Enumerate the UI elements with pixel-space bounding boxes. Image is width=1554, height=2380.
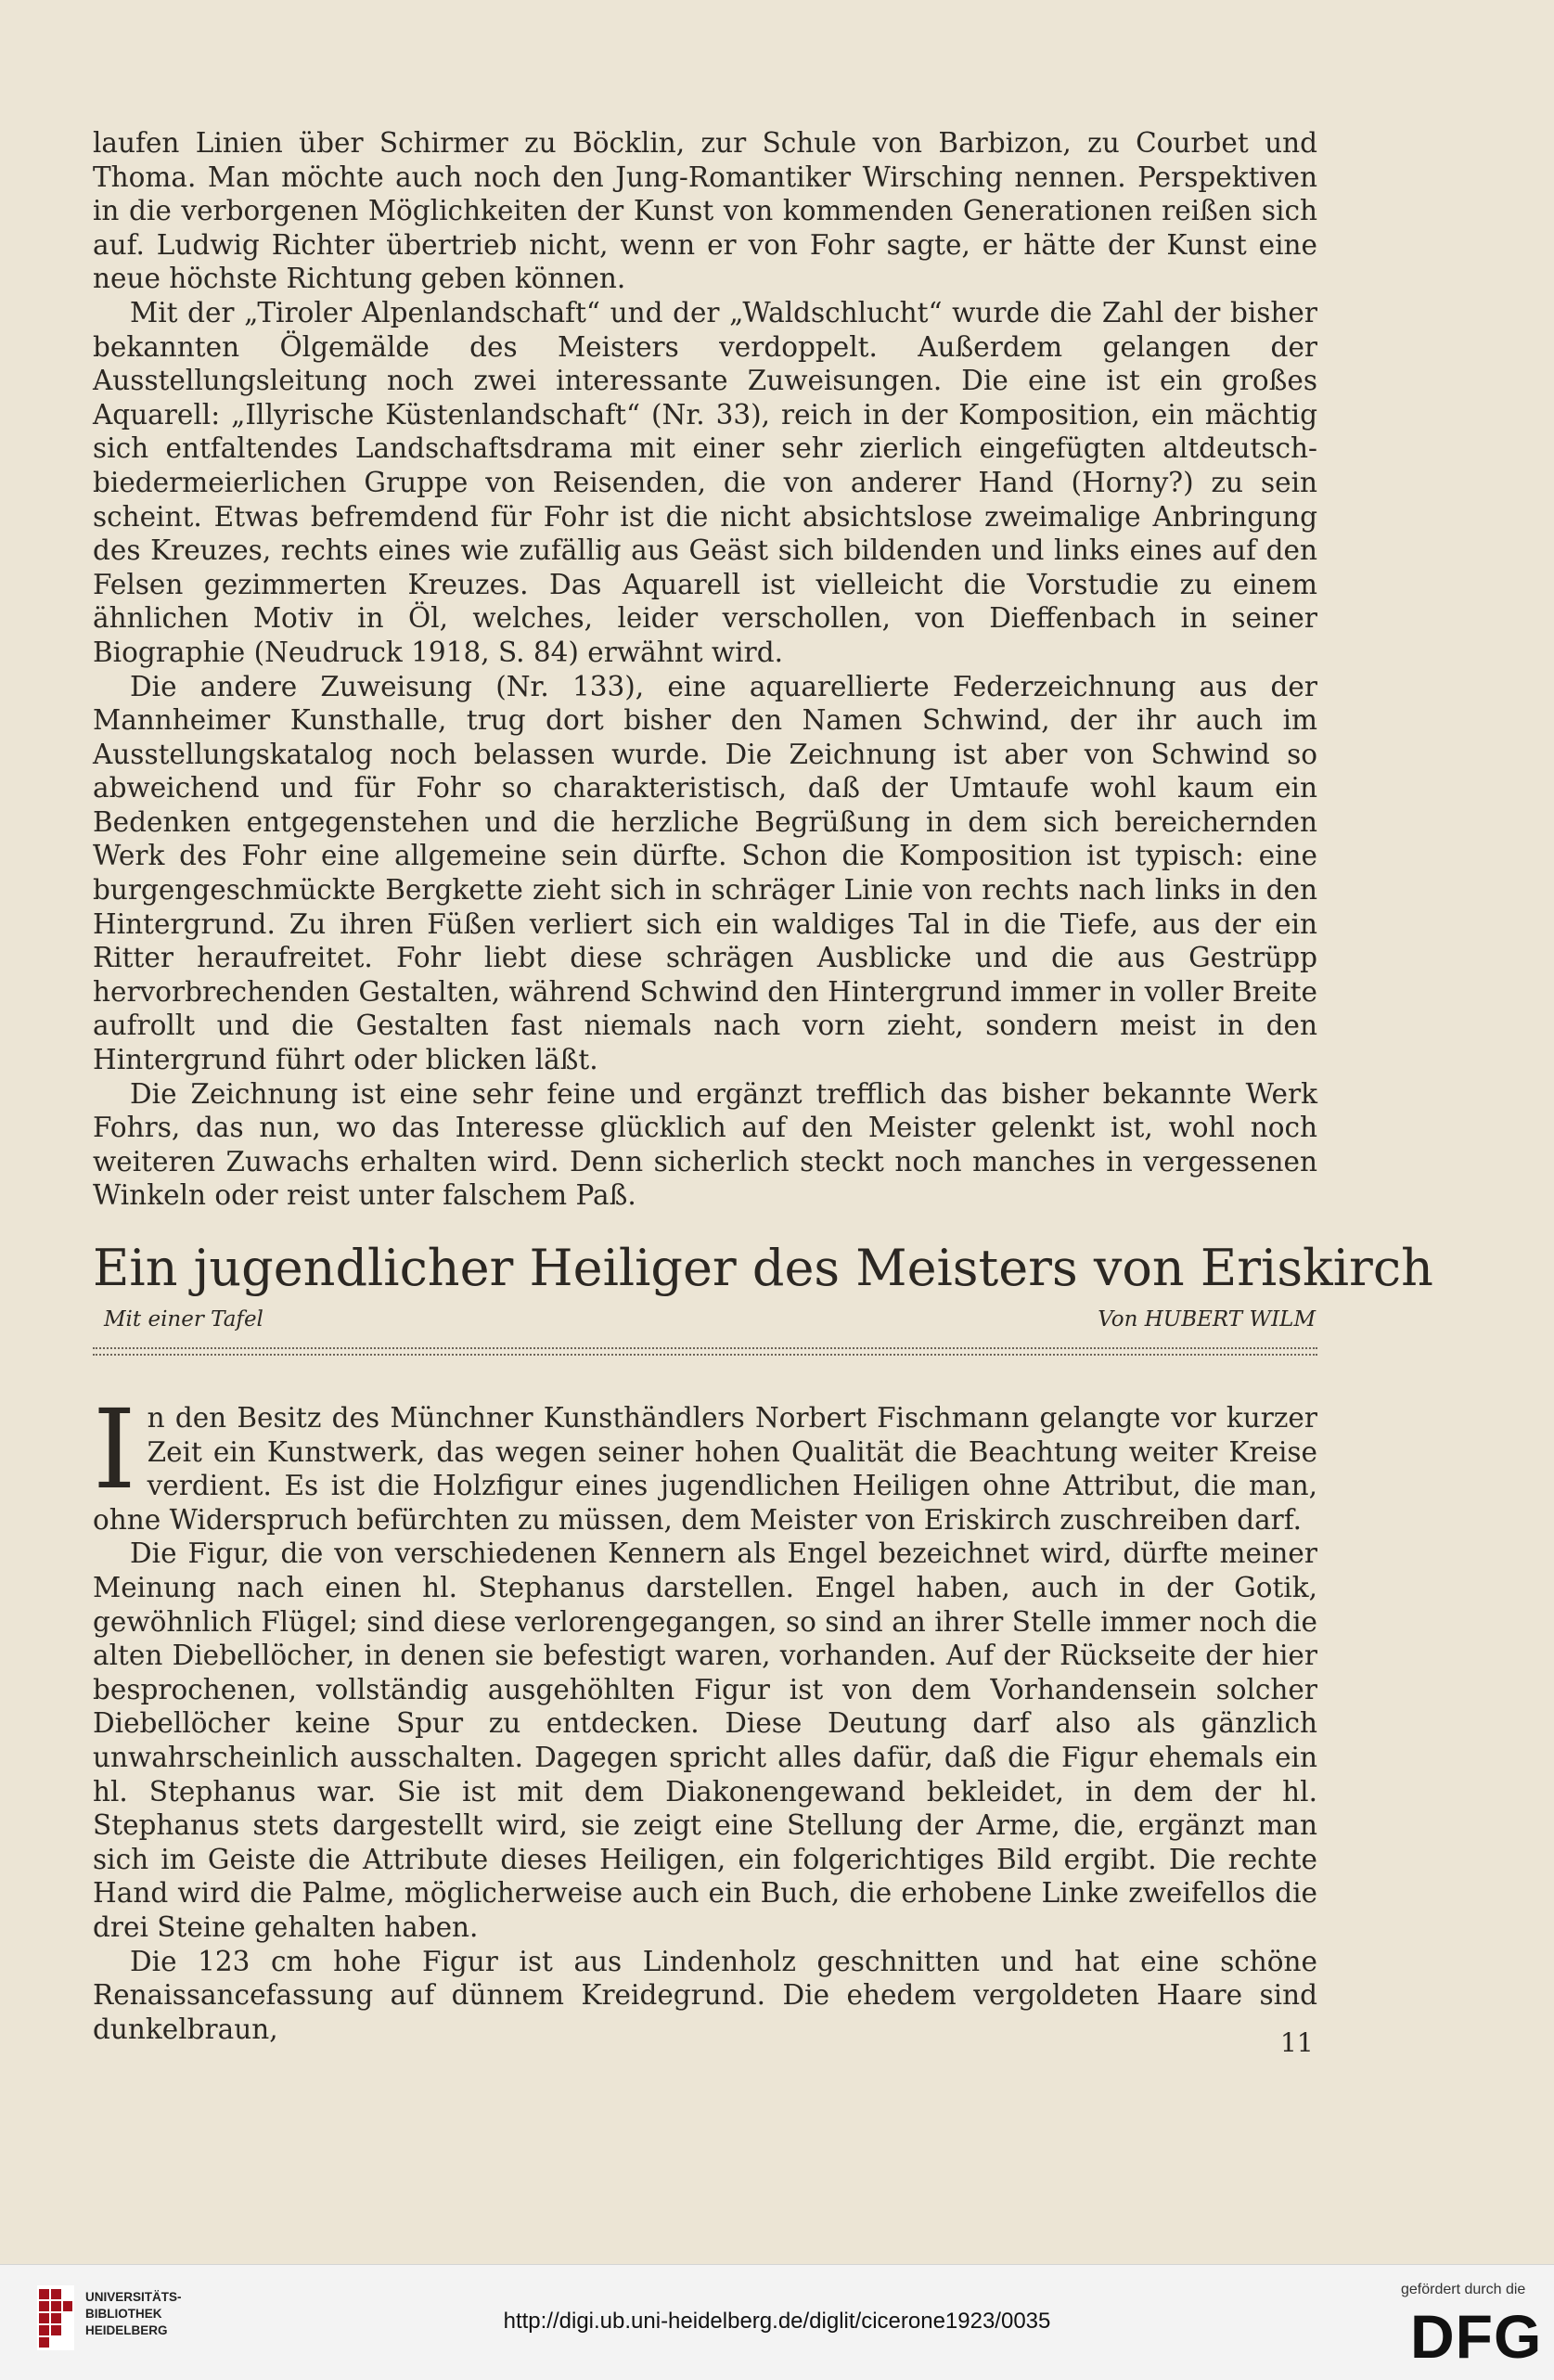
logo-line: UNIVERSITÄTS- [85, 2290, 182, 2304]
paragraph: Die andere Zuweisung (Nr. 133), eine aquarellierte Federzeichnung aus der Mannheimer Kunsthalle, trug dort bisher den Namen Schwind, der ihr auch im Ausstellungskatalog noch belassen wurde. Die Zeichnung ist aber von Schwind so abweichend und für Fohr so charakteristisch, daß der Umtaufe wohl kaum ein Bedenken entgegenstehen und die herzliche Begrüßung in dem sich bereichernden Werk des Fohr eine allgemeine sein dürfte. Schon die Komposition ist typisch: eine burgengeschmückte Bergkette zieht sich in schräger Linie von rechts nach links in den Hintergrund. Zu ihren Füßen verliert sich ein waldiges Tal in die Tiefe, aus der ein Ritter heraufreitet. Fohr liebt diese schrägen Ausblicke und die aus Gestrüpp hervorbrechenden Gestalten, während Schwind den Hintergrund immer in voller Breite aufrollt und die Gestalten fast niemals nach vorn zieht, sondern meist in den Hintergrund führt oder blicken läßt. [93, 670, 1317, 1076]
permalink-url[interactable]: http://digi.ub.uni-heidelberg.de/diglit/cicerone1923/0035 [503, 2309, 1051, 2334]
opening-paragraph [93, 1385, 1317, 1537]
article-title: Ein jugendlicher Heiliger des Meisters von Eriskirch [93, 1239, 1433, 1297]
viewer-footer [0, 2264, 1554, 2380]
article-body-text [93, 1385, 1317, 2046]
dotted-divider [93, 1347, 1317, 1356]
paragraph: Mit der „Tiroler Alpenlandschaft“ und der „Waldschlucht“ wurde die Zahl der bisher bekannten Ölgemälde des Meisters verdoppelt. Außerdem gelangen der Ausstellungsleitung noch zwei interessante Zuweisungen. Die eine ist ein großes Aquarell: „Illyrische Küstenlandschaft“ (Nr. 33), reich in der Komposition, ein mächtig sich entfaltendes Landschaftsdrama mit einer sehr zierlich eingefügten altdeutsch-biedermeierlichen Gruppe von Reisenden, die von anderer Hand (Horny?) zu sein scheint. Etwas befremdend für Fohr ist die nicht absichtslose zweimalige Anbringung des Kreuzes, rechts eines wie zufällig aus Geäst sich bildenden und links eines auf den Felsen gezimmerten Kreuzes. Das Aquarell ist vielleicht die Vorstudie zu einem ähnlichen Motiv in Öl, welches, leider verschollen, von Dieffenbach in seiner Biographie (Neudruck 1918, S. 84) erwähnt wird. [93, 296, 1317, 668]
author-credit: Von HUBERT WILM [1098, 1307, 1316, 1332]
paragraph: Die Zeichnung ist eine sehr feine und ergänzt trefflich das bisher bekannte Werk Fohrs, das nun, wo das Interesse glücklich auf den Meister gelenkt ist, wohl noch weiteren Zuwachs erhalten wird. Denn sicherlich steckt noch manches in vergessenen Winkeln oder reist unter falschem Paß. [93, 1077, 1317, 1212]
dfg-logo-icon[interactable]: DFG [1410, 2302, 1543, 2371]
article-byline [104, 1306, 1316, 1332]
paragraph: laufen Linien über Schirmer zu Böcklin, zur Schule von Barbizon, zu Courbet und Thoma. Man möchte auch noch den Jung-Romantiker Wirsching nennen. Perspektiven in die verborgenen Möglichkeiten der Kunst von kommenden Generationen reißen sich auf. Ludwig Richter übertrieb nicht, wenn er von Fohr sagte, er hätte der Kunst eine neue höchste Richtung geben können. [93, 127, 1317, 295]
funding-label: gefördert durch die [1401, 2282, 1526, 2297]
opening-paragraph-text: n den Besitz des Münchner Kunsthändlers Norbert Fischmann gelangte vor kurzer Zeit ein Kunstwerk, das wegen seiner hohen Qualität die Beachtung weiter Kreise verdient. Es ist die Holzfigur eines jugendlichen Heiligen ohne Attribut, die man, ohne Widerspruch befürchten zu müssen, dem Meister von Eriskirch zuschreiben darf. [93, 1402, 1317, 1536]
paragraph: Die Figur, die von verschiedenen Kennern als Engel bezeichnet wird, dürfte meiner Meinung nach einen hl. Stephanus darstellen. Engel haben, auch in der Gotik, gewöhnlich Flügel; sind diese verlorengegangen, so sind an ihrer Stelle immer noch die alten Diebellöcher, in denen sie befestigt waren, vorhanden. Auf der Rückseite der hier besprochenen, vollständig ausgehöhlten Figur ist von dem Vorhandensein solcher Diebellöcher keine Spur zu entdecken. Diese Deutung darf also als gänzlich unwahrscheinlich ausschalten. Dagegen spricht alles dafür, daß die Figur ehemals ein hl. Stephanus war. Sie ist mit dem Diakonengewand bekleidet, in dem der hl. Stephanus stets dargestellt wird, sie zeigt eine Stellung der Arme, die, ergänzt man sich im Geiste die Attribute dieses Heiligen, ein folgerichtiges Bild ergibt. Die rechte Hand wird die Palme, möglicherweise auch ein Buch, die erhobene Linke zweifellos die drei Steine gehalten haben. [93, 1537, 1317, 1943]
logo-line: HEIDELBERG [85, 2323, 168, 2337]
paragraph: Die 123 cm hohe Figur ist aus Lindenholz geschnitten und hat eine schöne Renaissancefassung auf dünnem Kreidegrund. Die ehedem vergoldeten Haare sind dunkelbraun, [93, 1945, 1317, 2045]
page-number: 11 [1280, 2027, 1314, 2058]
plate-note: Mit einer Tafel [104, 1307, 263, 1332]
logo-line: BIBLIOTHEK [85, 2307, 162, 2321]
article-continuation-text [93, 126, 1317, 1213]
drop-cap: I [93, 1385, 136, 1513]
